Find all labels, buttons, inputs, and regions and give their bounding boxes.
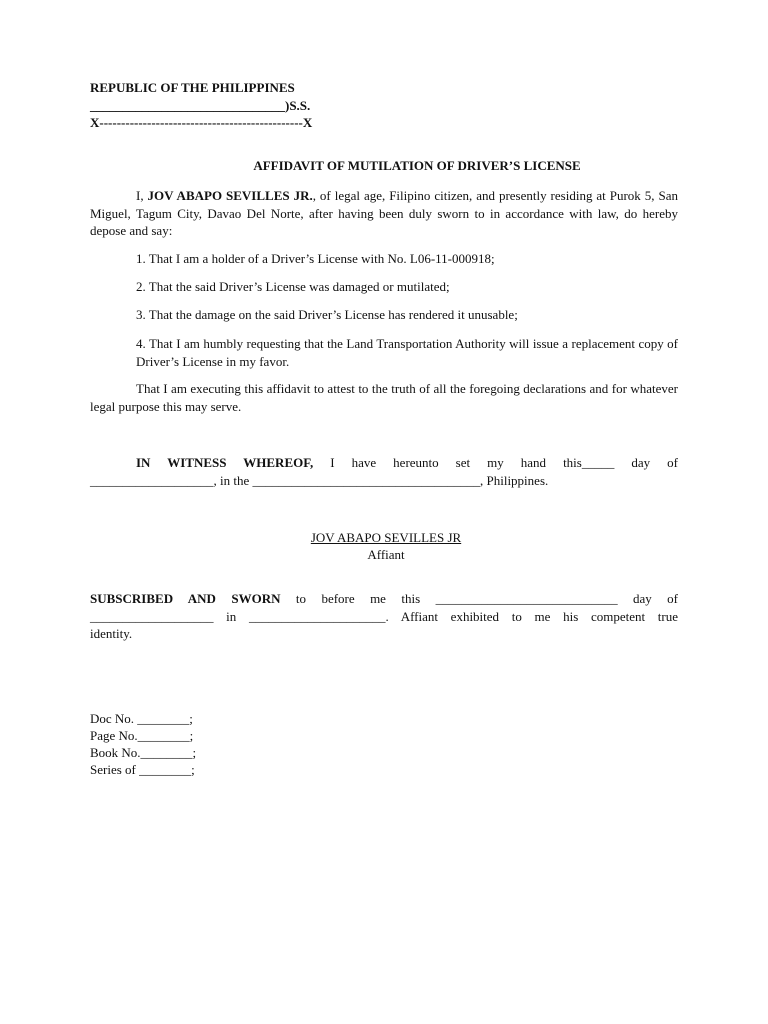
sworn-paragraph: [90, 590, 678, 643]
item-1: 1. That I am a holder of a Driver’s License with No. L06-11-000918;: [136, 251, 495, 266]
intro-paragraph: [90, 187, 678, 240]
sworn-line-2: ___________________ in _____________________. Affiant exhibited to me his competent true: [90, 608, 678, 624]
sworn-line-1-text: to before me this ____________________________ day of: [280, 591, 679, 606]
sworn-line-3: identity.: [90, 626, 133, 641]
witness-paragraph: [90, 454, 678, 489]
witness-bold: IN WITNESS WHEREOF,: [136, 455, 314, 470]
affiant-role: Affiant: [367, 547, 405, 562]
book-no-line: Book No.________;: [90, 745, 197, 760]
item-4: 4. That I am humbly requesting that the Land Transportation Authority will issue a replacement copy of Driver’s License in my favor.: [136, 336, 678, 369]
intro-rest: , of legal age, Filipino citizen, and presently residing at Purok 5, San Miguel, Tagum City, Davao Del Norte, after having been duly sworn to in accordance with law, do hereby depose and say:: [90, 188, 678, 238]
item-3: 3. That the damage on the said Driver’s License has rendered it unusable;: [136, 307, 518, 322]
closing-paragraph: That I am executing this affidavit to attest to the truth of all the foregoing declarations and for whatever legal purpose this may serve.: [90, 381, 678, 414]
ss-line: ______________________________)S.S.: [90, 98, 311, 113]
document-title: AFFIDAVIT OF MUTILATION OF DRIVER’S LICENSE: [253, 158, 581, 173]
x-separator: X-----------------------------------------------X: [90, 115, 313, 130]
affiant-signature-name: JOV ABAPO SEVILLES JR: [310, 530, 462, 545]
sworn-line-1: [90, 590, 678, 608]
doc-no-line: Doc No. ________;: [90, 711, 193, 726]
signature-block: [0, 529, 768, 563]
item-2: 2. That the said Driver’s License was damaged or mutilated;: [136, 279, 450, 294]
intro-lead: I,: [136, 188, 148, 203]
page-no-line: Page No.________;: [90, 728, 194, 743]
affiant-name-intro: JOV ABAPO SEVILLES JR.: [147, 188, 313, 203]
witness-line-1: [90, 454, 678, 472]
republic-heading: REPUBLIC OF THE PHILIPPINES: [90, 80, 295, 95]
notarial-registry: [90, 710, 196, 778]
series-line: Series of ________;: [90, 762, 195, 777]
sworn-bold: SUBSCRIBED AND SWORN: [90, 591, 281, 606]
witness-line-2: ___________________, in the ___________________________________, Philippines.: [90, 472, 549, 488]
witness-line-1-text: I have hereunto set my hand this_____ day of: [313, 455, 678, 470]
